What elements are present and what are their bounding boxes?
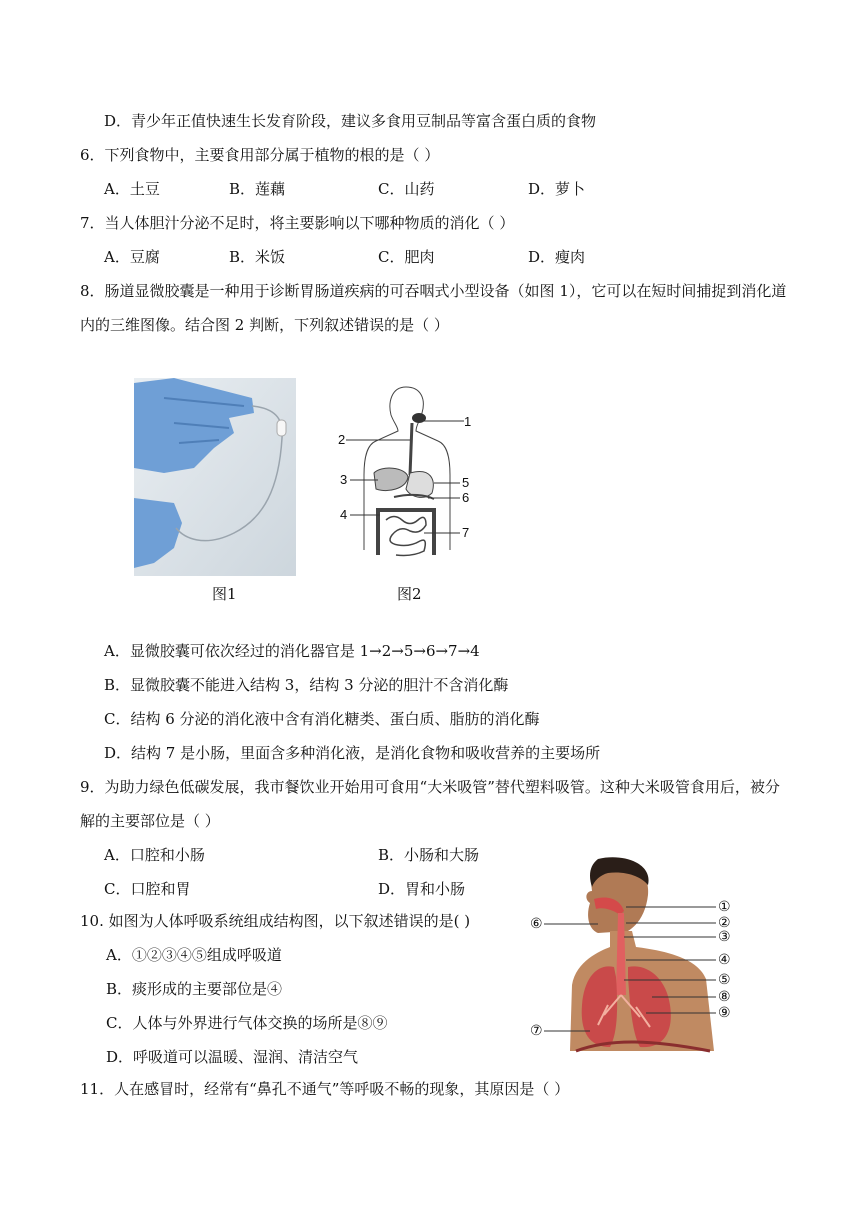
fig2-label-6: 6 — [462, 490, 470, 505]
fig2-label-2: 2 — [338, 432, 346, 447]
q8-stem-line2: 内的三维图像。结合图 2 判断，下列叙述错误的是（ ） — [80, 316, 449, 334]
q10-stem: 10. 如图为人体呼吸系统组成结构图，以下叙述错误的是( ) — [80, 912, 471, 930]
figure-2-caption: 图2 — [397, 585, 422, 603]
q7-option-c: C．肥肉 — [378, 248, 435, 266]
fig-resp-label-9: ⑨ — [718, 1005, 731, 1021]
fig2-label-3: 3 — [340, 472, 348, 487]
fig-resp-label-4: ④ — [718, 952, 731, 968]
q9-option-d: D．胃和小肠 — [378, 880, 466, 898]
q10-option-a: A．①②③④⑤组成呼吸道 — [106, 946, 282, 964]
q8-option-a: A．显微胶囊可依次经过的消化器官是 1→2→5→6→7→4 — [104, 642, 480, 660]
q8-option-d: D．结构 7 是小肠，里面含多种消化液，是消化食物和吸收营养的主要场所 — [104, 744, 601, 762]
q11-stem: 11．人在感冒时，经常有“鼻孔不通气”等呼吸不畅的现象，其原因是（ ） — [80, 1080, 570, 1098]
q6-stem: 6．下列食物中，主要食用部分属于植物的根的是（ ） — [80, 146, 440, 164]
q8-option-c: C．结构 6 分泌的消化液中含有消化糖类、蛋白质、脂肪的消化酶 — [104, 710, 540, 728]
q10-option-b: B．痰形成的主要部位是④ — [106, 980, 283, 998]
q6-option-a: A．土豆 — [104, 180, 160, 198]
fig2-label-4: 4 — [340, 507, 348, 522]
q10-option-c: C．人体与外界进行气体交换的场所是⑧⑨ — [106, 1014, 388, 1032]
figure-1-capsule-photo — [134, 378, 296, 576]
figure-respiratory-system — [528, 855, 744, 1055]
q6-option-d: D．萝卜 — [528, 180, 586, 198]
q9-option-c: C．口腔和胃 — [104, 880, 191, 898]
figure-2-digestive-system — [336, 385, 476, 575]
fig-resp-label-1: ① — [718, 899, 731, 915]
fig2-label-7: 7 — [462, 525, 470, 540]
fig2-label-1: 1 — [464, 414, 472, 429]
q7-option-b: B．米饭 — [229, 248, 286, 266]
q7-stem: 7．当人体胆汁分泌不足时，将主要影响以下哪种物质的消化（ ） — [80, 214, 515, 232]
q8-option-b: B．显微胶囊不能进入结构 3，结构 3 分泌的胆汁不含消化酶 — [104, 676, 509, 694]
q8-stem-line1: 8．肠道显微胶囊是一种用于诊断胃肠道疾病的可吞咽式小型设备（如图 1），它可以在短时间捕捉到消化道 — [80, 282, 787, 300]
fig-resp-label-8: ⑧ — [718, 989, 731, 1005]
fig-resp-label-5: ⑤ — [718, 972, 731, 988]
fig-resp-label-6: ⑥ — [530, 916, 543, 932]
q9-option-b: B．小肠和大肠 — [378, 846, 480, 864]
q5-option-d: D．青少年正值快速生长发育阶段，建议多食用豆制品等富含蛋白质的食物 — [104, 112, 597, 130]
fig-resp-label-3: ③ — [718, 929, 731, 945]
q9-stem-line1: 9．为助力绿色低碳发展，我市餐饮业开始用可食用“大米吸管”替代塑料吸管。这种大米吸管食用后，被分 — [80, 778, 780, 796]
fig2-label-5: 5 — [462, 475, 470, 490]
q6-option-b: B．莲藕 — [229, 180, 286, 198]
fig-resp-label-2: ② — [718, 915, 731, 931]
q7-option-d: D．瘦肉 — [528, 248, 586, 266]
q9-stem-line2: 解的主要部位是（ ） — [80, 812, 220, 830]
q6-option-c: C．山药 — [378, 180, 435, 198]
q7-option-a: A．豆腐 — [104, 248, 160, 266]
fig-resp-label-7: ⑦ — [530, 1023, 543, 1039]
figure-1-caption: 图1 — [212, 585, 237, 603]
q10-option-d: D．呼吸道可以温暖、湿润、清洁空气 — [106, 1048, 359, 1066]
q9-option-a: A．口腔和小肠 — [104, 846, 205, 864]
